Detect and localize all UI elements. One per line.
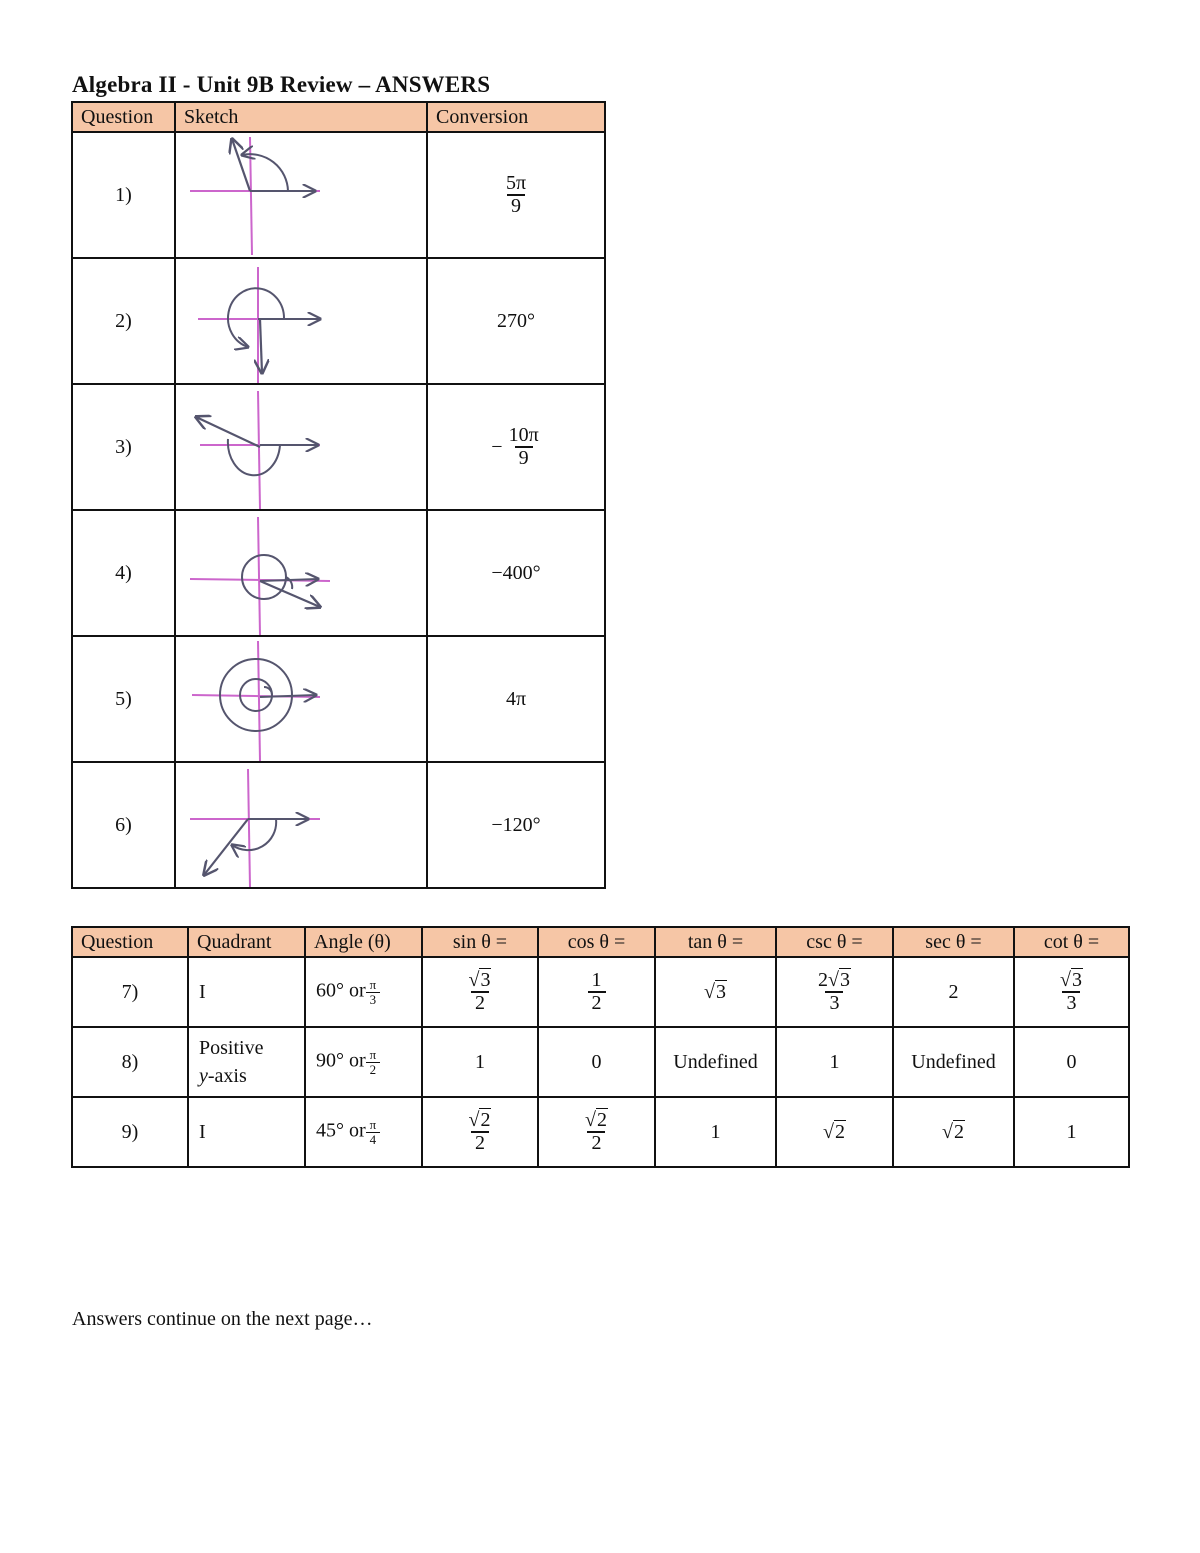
csc-value: √2 bbox=[776, 1097, 893, 1167]
table-row bbox=[72, 132, 605, 258]
table-row bbox=[72, 258, 605, 384]
table-row bbox=[72, 1027, 1129, 1097]
question-number: 5) bbox=[72, 636, 175, 762]
header-sketch: Sketch bbox=[175, 102, 427, 132]
sec-value: Undefined bbox=[893, 1027, 1014, 1097]
question-number: 6) bbox=[72, 762, 175, 888]
sec-value: 2 bbox=[893, 957, 1014, 1027]
conversion-value: 4π bbox=[427, 636, 605, 762]
quadrant-value: Positive y-axis bbox=[188, 1027, 305, 1097]
angle-neg200deg-sketch-icon bbox=[180, 385, 420, 509]
question-number: 4) bbox=[72, 510, 175, 636]
header-cos: cos θ = bbox=[538, 927, 655, 957]
conversion-sign: − bbox=[491, 435, 503, 458]
table-row bbox=[72, 1097, 1129, 1167]
cot-value: 0 bbox=[1014, 1027, 1129, 1097]
cos-value: $\frac{1}{2}$ bbox=[538, 957, 655, 1027]
question-number: 7) bbox=[72, 957, 188, 1027]
conversion-value: −120° bbox=[427, 762, 605, 888]
question-number: 9) bbox=[72, 1097, 188, 1167]
tan-value: Undefined bbox=[655, 1027, 776, 1097]
sin-value: 1 bbox=[422, 1027, 538, 1097]
table-row bbox=[72, 957, 1129, 1027]
table-row bbox=[72, 636, 605, 762]
cot-value: 1 bbox=[1014, 1097, 1129, 1167]
cos-value: 0 bbox=[538, 1027, 655, 1097]
conversion-value: 270° bbox=[427, 258, 605, 384]
header-conversion: Conversion bbox=[427, 102, 605, 132]
table-row bbox=[72, 384, 605, 510]
question-number: 2) bbox=[72, 258, 175, 384]
page-title: Algebra II - Unit 9B Review – ANSWERS bbox=[72, 72, 491, 97]
quadrant-value: I bbox=[188, 957, 305, 1027]
question-number: 8) bbox=[72, 1027, 188, 1097]
tan-value: 1 bbox=[655, 1097, 776, 1167]
conversion-table bbox=[71, 101, 606, 889]
conversion-fraction: $\frac{10\pi}{9}$ bbox=[508, 424, 539, 469]
table-row bbox=[72, 510, 605, 636]
header-sec: sec θ = bbox=[893, 927, 1014, 957]
angle-value: 60° or $\frac{\pi}{3}$ bbox=[305, 957, 422, 1027]
header-question: Question bbox=[72, 102, 175, 132]
header-quadrant: Quadrant bbox=[188, 927, 305, 957]
cot-value: $\frac{√3}{3}$ bbox=[1014, 957, 1129, 1027]
quadrant-value: I bbox=[188, 1097, 305, 1167]
continue-note: Answers continue on the next page… bbox=[72, 1308, 373, 1330]
angle-neg400deg-sketch-icon bbox=[180, 511, 420, 635]
header-tan: tan θ = bbox=[655, 927, 776, 957]
csc-value: $\frac{2√3}{3}$ bbox=[776, 957, 893, 1027]
angle-100deg-sketch-icon bbox=[180, 133, 420, 257]
header-csc: csc θ = bbox=[776, 927, 893, 957]
sin-value: $\frac{√3}{2}$ bbox=[422, 957, 538, 1027]
angle-720deg-sketch-icon bbox=[180, 637, 420, 761]
tan-value: √3 bbox=[655, 957, 776, 1027]
conversion-fraction: $\frac{5\pi}{9}$ bbox=[505, 172, 527, 217]
cos-value: $\frac{√2}{2}$ bbox=[538, 1097, 655, 1167]
csc-value: 1 bbox=[776, 1027, 893, 1097]
header-cot: cot θ = bbox=[1014, 927, 1129, 957]
sec-value: √2 bbox=[893, 1097, 1014, 1167]
sin-value: $\frac{√2}{2}$ bbox=[422, 1097, 538, 1167]
header-sin: sin θ = bbox=[422, 927, 538, 957]
angle-value: 90° or $\frac{\pi}{2}$ bbox=[305, 1027, 422, 1097]
header-question: Question bbox=[72, 927, 188, 957]
trig-values-table bbox=[71, 926, 1130, 1168]
angle-value: 45° or $\frac{\pi}{4}$ bbox=[305, 1097, 422, 1167]
header-angle: Angle (θ) bbox=[305, 927, 422, 957]
question-number: 3) bbox=[72, 384, 175, 510]
angle-270deg-sketch-icon bbox=[180, 259, 420, 383]
conversion-value: −400° bbox=[427, 510, 605, 636]
table-row bbox=[72, 762, 605, 888]
angle-neg120deg-sketch-icon bbox=[180, 763, 420, 887]
question-number: 1) bbox=[72, 132, 175, 258]
